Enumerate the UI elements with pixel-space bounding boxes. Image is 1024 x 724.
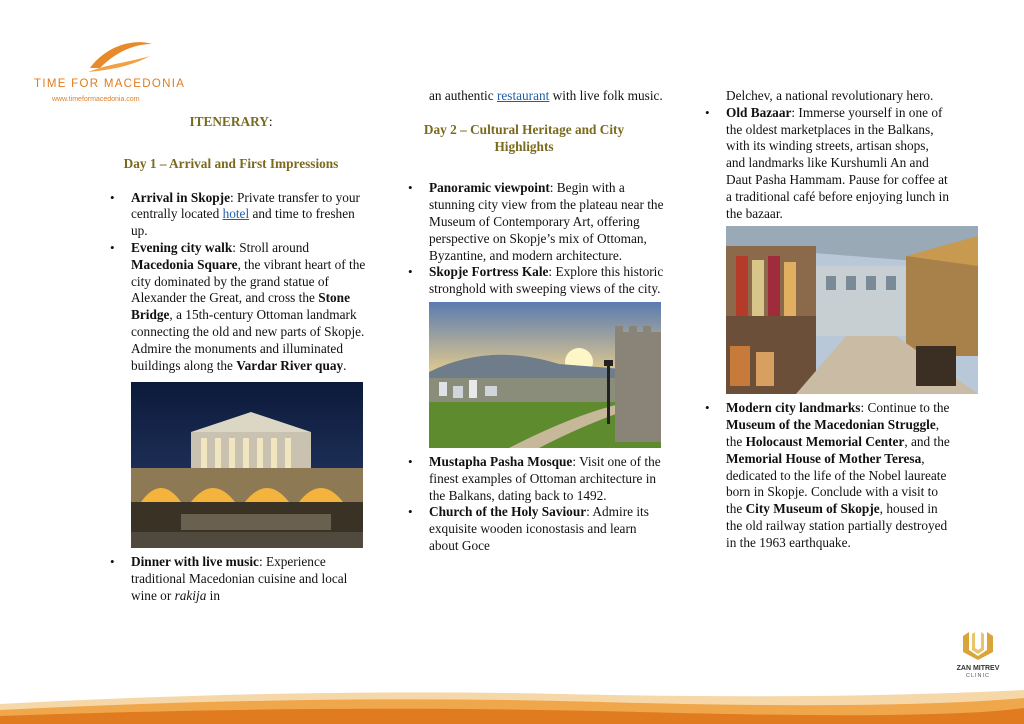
modern-text-3: , and the <box>904 433 950 449</box>
brand-url[interactable]: www.timeformacedonia.com <box>52 96 140 103</box>
list-item-arrival <box>96 190 366 240</box>
col3-list-2 <box>691 400 980 551</box>
itinerary-title <box>96 114 366 131</box>
holocaust-memorial-center: Holocaust Memorial Center <box>745 433 905 449</box>
fortress-title: Skopje Fortress Kale <box>429 264 549 280</box>
column-day2-cont <box>704 88 980 552</box>
bazaar-title: Old Bazaar <box>726 104 792 120</box>
list-item-church <box>394 504 666 554</box>
modern-title: Modern city landmarks <box>726 400 861 416</box>
church-continuation: Delchev, a national revolutionary hero. <box>726 88 934 103</box>
restaurant-link[interactable]: restaurant <box>496 88 550 103</box>
modern-text-4: , dedicated to the life of the Nobel laureate born in Skopje. Conclude with a visit to the <box>726 450 947 517</box>
brand-logo <box>34 38 204 108</box>
old-bazaar-photo <box>726 226 978 394</box>
stone-bridge: Stone Bridge <box>131 290 350 323</box>
list-item-modern <box>691 400 980 551</box>
list-item-dinner <box>96 554 366 604</box>
vardar-river-quay: Vardar River quay <box>236 357 344 373</box>
stone-bridge-photo <box>131 382 363 548</box>
clinic-sub: CLINIC <box>965 673 991 679</box>
column-day2 <box>402 88 666 555</box>
modern-text-2: , the <box>726 417 940 449</box>
evening-text-4: . <box>343 357 347 373</box>
brand-name <box>34 78 185 90</box>
fortress-photo <box>429 302 661 448</box>
bazaar-text: : Immerse yourself in one of the oldest marketplaces in the Balkans, with its winding streets, artisan shops, and landmarks like Kurshumli An and Daut Pasha Hammam. Pause for coffee at a traditional café before enjoying lunch in the bazaar. <box>726 104 950 221</box>
panoramic-text: : Begin with a stunning city view from the plateau near the Museum of Contemporary Art, offering perspective on Skopje’s mix of Ottoman, Byzantine, and modern architecture. <box>429 180 664 263</box>
clinic-name: ZAN MITREV <box>956 665 1000 672</box>
day1-continuation <box>402 88 666 105</box>
museum-macedonian-struggle: Museum of the Macedonian Struggle <box>726 417 936 433</box>
dinner-title: Dinner with live music <box>131 554 259 570</box>
list-item-evening <box>96 240 366 374</box>
evening-title: Evening city walk <box>131 239 233 255</box>
list-item-bazaar <box>691 105 980 223</box>
modern-text-1: : Continue to the <box>860 400 950 416</box>
fortress-text: : Explore this historic stronghold with sweeping views of the city. <box>429 264 664 297</box>
day2-heading: Day 2 – Cultural Heritage and City Highlights <box>423 121 625 154</box>
mosque-title: Mustapha Pasha Mosque <box>429 453 573 469</box>
dinner-text-1: : Experience traditional Macedonian cuisine and local wine or <box>131 554 348 603</box>
dinner-text-2: in <box>206 587 221 603</box>
continuation-text-2: with live folk music. <box>549 88 663 103</box>
col3-list <box>691 105 980 223</box>
evening-text-3: , a 15th-century Ottoman landmark connecting the old and new parts of Skopje. Admire the monuments and illuminated buildings along the <box>131 307 365 373</box>
panoramic-title: Panoramic viewpoint <box>429 180 550 196</box>
brand-name-text: TIME FOR MACEDONIA <box>34 78 186 90</box>
day1-heading: Day 1 – Arrival and First Impressions <box>123 155 339 171</box>
rakija-text: rakija <box>174 587 207 603</box>
mosque-text: : Visit one of the finest examples of Ottoman architecture in the Balkans, dating back to 1492. <box>429 453 661 503</box>
footer-wave <box>0 680 1024 724</box>
list-item-mosque <box>394 454 666 504</box>
list-item-panoramic <box>394 180 666 264</box>
list-item-fortress <box>394 264 666 298</box>
macedonia-square: Macedonia Square <box>131 256 238 272</box>
day2-list-2 <box>394 454 666 555</box>
evening-text-1: : Stroll around <box>232 239 310 255</box>
itinerary-colon: : <box>268 114 273 129</box>
day1-list <box>96 190 366 375</box>
church-text: : Admire its exquisite wooden iconostasis and learn about Goce <box>429 504 649 553</box>
church-title: Church of the Holy Saviour <box>429 504 587 520</box>
modern-text-5: , housed in the old railway station partially destroyed in the 1963 earthquake. <box>726 501 948 550</box>
day1-list-2 <box>96 554 366 604</box>
hotel-link[interactable]: hotel <box>222 206 250 222</box>
arrival-title: Arrival in Skopje <box>131 189 230 205</box>
day2-list <box>394 180 666 298</box>
evening-text-2: , the vibrant heart of the city dominated by the grand statue of Alexander the Great, and cross the <box>131 256 366 306</box>
clinic-emblem-icon <box>961 632 995 660</box>
memorial-house-mother-teresa: Memorial House of Mother Teresa <box>726 450 922 466</box>
arrival-text: : Private transfer to your centrally located <box>131 189 360 222</box>
swoosh-logo-icon <box>86 38 156 74</box>
city-museum-skopje: City Museum of Skopje <box>745 501 880 517</box>
column-day1 <box>96 114 366 605</box>
itinerary-title-text: ITENERARY <box>189 114 269 129</box>
arrival-text-end: and time to freshen up. <box>131 206 355 239</box>
continuation-text-1: an authentic <box>429 88 497 103</box>
